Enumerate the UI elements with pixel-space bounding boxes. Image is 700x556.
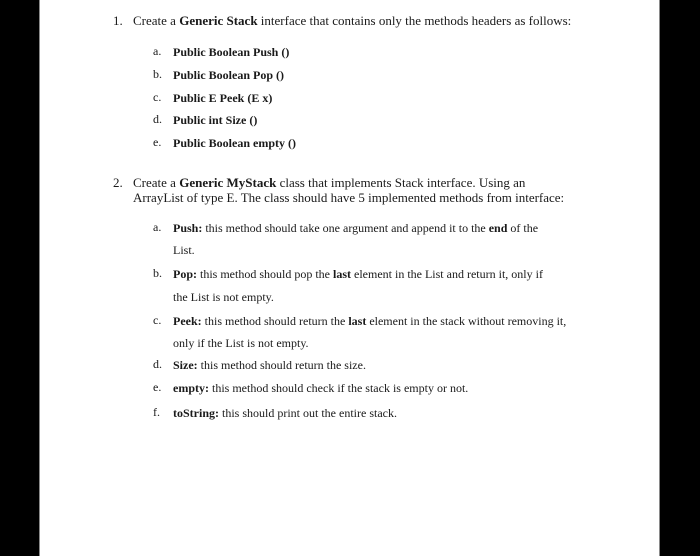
q1-item-a: Public Boolean Push ()	[173, 45, 290, 59]
q1-item-e-letter: e.	[153, 135, 162, 149]
q2-item-d-letter: d.	[153, 357, 162, 371]
question-2-line-1: Create a Generic MyStack class that implements Stack interface. Using an	[133, 175, 526, 190]
q2-item-c-letter: c.	[153, 313, 162, 327]
document-page	[39, 0, 660, 556]
question-1-text: Create a Generic Stack interface that contains only the methods headers as follows:	[133, 13, 572, 28]
q1-item-b: Public Boolean Pop ()	[173, 68, 285, 82]
q1-item-e: Public Boolean empty ()	[173, 136, 296, 150]
question-2-number: 2.	[113, 175, 123, 190]
q1-item-b-letter: b.	[153, 67, 162, 81]
q2-item-b-letter: b.	[153, 266, 162, 280]
q2-item-f-letter: f.	[153, 405, 160, 419]
q1-item-c: Public E Peek (E x)	[173, 91, 273, 105]
q2-item-c-line-1: Peek: this method should return the last element in the stack without removing it,	[173, 314, 567, 328]
q1-item-a-letter: a.	[153, 44, 162, 58]
q2-item-a-line-2: List.	[173, 243, 195, 257]
q2-item-e-letter: e.	[153, 380, 162, 394]
q2-item-f: toString: this should print out the entire stack.	[173, 406, 397, 420]
q1-item-c-letter: c.	[153, 90, 162, 104]
q1-item-d-letter: d.	[153, 112, 162, 126]
q2-item-a-letter: a.	[153, 220, 162, 234]
q2-item-d: Size: this method should return the size.	[173, 358, 366, 372]
q1-item-d: Public int Size ()	[173, 113, 258, 127]
q2-item-a-line-1: Push: this method should take one argument and append it to the end of the	[173, 221, 539, 235]
question-2-line-2: ArrayList of type E. The class should have 5 implemented methods from interface:	[133, 190, 565, 205]
q2-item-c-line-2: only if the List is not empty.	[173, 336, 309, 350]
q2-item-e: empty: this method should check if the stack is empty or not.	[173, 381, 469, 395]
question-1-number: 1.	[113, 13, 123, 28]
q2-item-b-line-2: the List is not empty.	[173, 290, 274, 304]
q2-item-b-line-1: Pop: this method should pop the last element in the List and return it, only if	[173, 267, 543, 281]
